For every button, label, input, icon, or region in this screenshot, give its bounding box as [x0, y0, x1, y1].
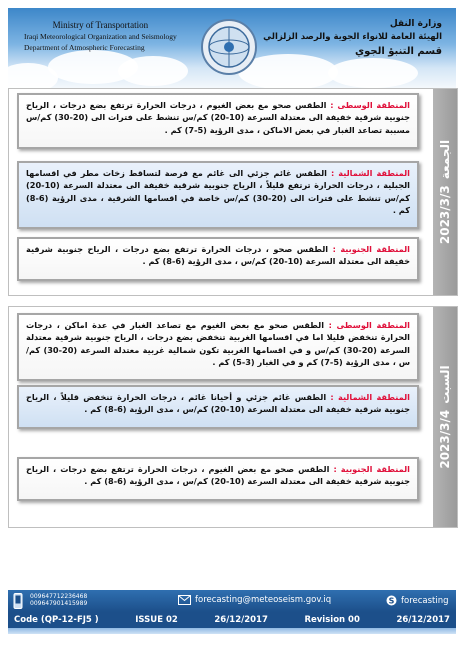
region-text: الطقس صحو مع بعض الغيوم ، درجات الحرارة ترتفع بضع درجات ، الرياح جنوبية شرقية خفيفة الى معتدلة السرعة (10-20) كم/س ، مدى الرؤية (6-8) كم .: [26, 464, 410, 487]
document-code: Code (QP-12-FJ5 ): [14, 615, 99, 625]
day-date: 2023/3/4: [438, 409, 452, 469]
header-banner: [8, 8, 456, 88]
region-text: الطقس غائم جزئي و أحيانا غائم ، درجات الحرارة تنخفض قليلاً ، الرياح جنوبية شرقية خفيفة الى معتدلة السرعة (10-20) كم/س ، مدى الرؤية (6-8) كم .: [26, 392, 410, 415]
header-arabic: [263, 18, 442, 59]
header-english: [24, 20, 177, 53]
region-south-day2: [17, 457, 419, 501]
region-north-day1: [17, 161, 419, 229]
issue-number: ISSUE 02: [135, 615, 178, 625]
phone-number-2: 009647901415989: [30, 600, 88, 607]
skype-name[interactable]: forecasting: [401, 595, 449, 606]
day-block-1: [8, 88, 458, 296]
day-sidebar: [433, 307, 457, 527]
issue-date: 26/12/2017: [214, 615, 268, 625]
region-central-day2: [17, 313, 419, 381]
revision-number: Revision 00: [304, 615, 360, 625]
day-label: [438, 365, 452, 468]
region-south-day1: [17, 237, 419, 281]
region-name: المنطقة الشمالية :: [331, 168, 410, 178]
ministry-name-ar: وزارة النقل: [389, 19, 442, 29]
document-code-row: [8, 612, 456, 628]
region-name: المنطقة الوسطى :: [330, 100, 410, 110]
region-name: المنطقة الشمالية :: [330, 392, 410, 402]
region-name: المنطقة الوسطى :: [328, 320, 410, 330]
revision-date: 26/12/2017: [396, 615, 450, 625]
phone-numbers: [30, 593, 87, 607]
email-address[interactable]: forecasting@meteoseism.gov.iq: [195, 595, 332, 605]
day-label: [438, 140, 452, 244]
region-central-day1: [17, 93, 419, 149]
department-name-ar: قسم التنبؤ الجوي: [354, 46, 442, 57]
organization-logo: [200, 18, 258, 76]
day-name: الجمعة: [438, 139, 452, 180]
email-icon: [178, 595, 191, 605]
day-date: 2023/3/3: [438, 185, 452, 245]
organization-name-en: Iraqi Meteorological Organization and Seismology: [24, 32, 177, 41]
svg-text:S: S: [388, 596, 395, 606]
ministry-name-en: Ministry of Transportation: [52, 20, 149, 30]
phone-icon: [12, 593, 24, 609]
region-name: المنطقة الجنوبية :: [332, 244, 410, 254]
bottom-strip: [8, 628, 456, 634]
region-name: المنطقة الجنوبية :: [333, 464, 410, 474]
region-north-day2: [17, 385, 419, 429]
department-name-en: Department of Atmospheric Forecasting: [24, 43, 145, 52]
organization-name-ar: الهيئة العامة للانواء الجوية والرصد الزلزالي: [263, 32, 442, 42]
footer-contact-bar: [8, 590, 456, 612]
region-text: الطقس صحو ، درجات الحرارة ترتفع بضع درجات ، الرياح جنوبية شرقية خفيفة الى معتدلة السرعة (10-20) كم/س ، مدى الرؤية (6-8) كم .: [26, 244, 410, 267]
skype-icon: [386, 595, 397, 606]
email-contact: [178, 595, 331, 605]
skype-contact: [386, 595, 449, 606]
region-text: الطقس غائم جزئي الى غائم مع فرصة لتساقط زخات مطر في اقسامها الجبلية ، درجات الحرارة ترتفع قليلاً ، الرياح جنوبية شرقية خفيفة الى معتدلة السرعة (10-20) كم/س تنشط على فترات الى (20-30) كم/س خاصة في اقسامها الشرقية ، مدى الرؤية (6-8) كم .: [26, 168, 410, 215]
region-text: الطقس صحو مع بعض الغيوم مع تصاعد الغبار في عدة اماكن ، درجات الحرارة تنخفض قليلا اما في اقسامها الغربية تنخفض بضع درجات ، الرياح جنوبية شرقية معتدلة السرعة (20-30) كم/س و في اقسامها الغربية تكون شمالية غربية معتدلة السرعة (20-30) كم/س ، مدى الرؤية (5-7) كم و في الغبار (3-5) كم .: [26, 320, 410, 367]
day-sidebar: [433, 89, 457, 295]
day-name: السبت: [438, 365, 452, 404]
phone-number-1: 009647712236468: [30, 593, 88, 600]
day-block-2: [8, 306, 458, 528]
region-text: الطقس صحو مع بعض الغيوم ، درجات الحرارة ترتفع بضع درجات ، الرياح جنوبية شرقية خفيفة الى معتدلة السرعة (10-20) كم/س تنشط على فترات الى (20-30) كم/س مسببة تصاعد الغبار في بعض الاماكن ، مدى الرؤية (5-7) كم .: [26, 100, 410, 135]
